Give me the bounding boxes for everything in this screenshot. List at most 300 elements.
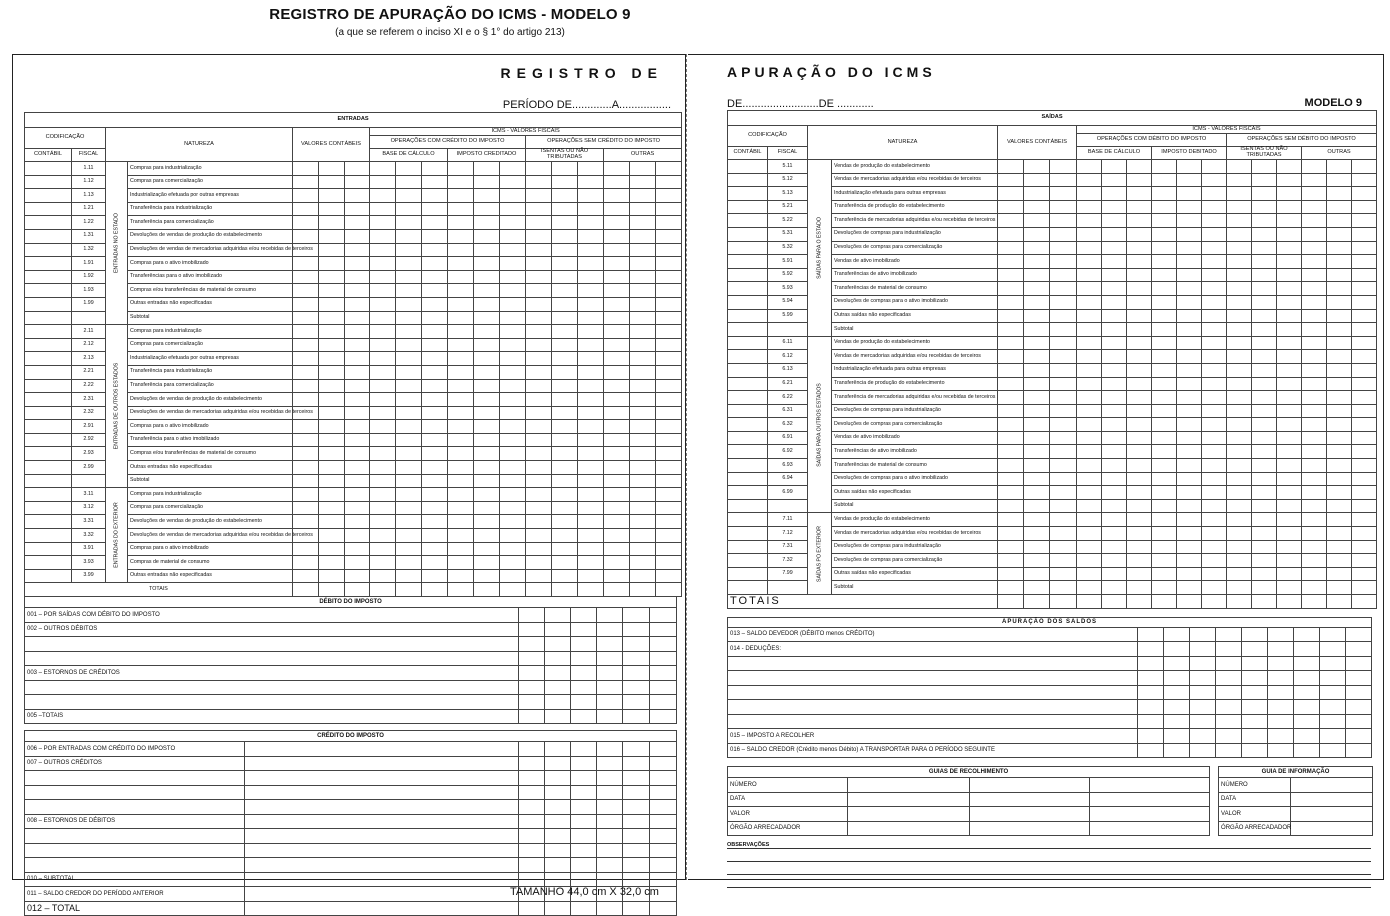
value-cell[interactable] — [370, 461, 396, 475]
amount-cell[interactable] — [623, 695, 650, 710]
amount-cell[interactable] — [1242, 729, 1268, 744]
amount-cell[interactable] — [1242, 671, 1268, 686]
value-cell[interactable] — [552, 406, 578, 420]
value-cell[interactable] — [293, 515, 319, 529]
value-cell[interactable] — [1050, 336, 1077, 350]
value-cell[interactable] — [1102, 567, 1127, 581]
value-cell[interactable] — [1202, 187, 1227, 201]
amount-cell[interactable] — [597, 637, 623, 652]
value-cell[interactable] — [1252, 350, 1277, 364]
value-cell[interactable] — [552, 297, 578, 311]
value-cell[interactable] — [1227, 472, 1252, 486]
value-cell[interactable] — [1352, 540, 1377, 554]
line-fill[interactable] — [245, 829, 519, 844]
contabil-cell[interactable] — [728, 160, 768, 174]
value-cell[interactable] — [1050, 282, 1077, 296]
amount-cell[interactable] — [650, 695, 677, 710]
value-cell[interactable] — [319, 229, 345, 243]
value-cell[interactable] — [1202, 431, 1227, 445]
value-cell[interactable] — [1102, 173, 1127, 187]
value-cell[interactable] — [1177, 187, 1202, 201]
value-cell[interactable] — [604, 162, 630, 176]
value-cell[interactable] — [345, 542, 370, 556]
value-cell[interactable] — [1277, 363, 1302, 377]
value-cell[interactable] — [1177, 418, 1202, 432]
amount-cell[interactable] — [571, 901, 597, 916]
value-cell[interactable] — [319, 162, 345, 176]
value-cell[interactable] — [1024, 160, 1050, 174]
value-cell[interactable] — [1302, 486, 1327, 500]
value-cell[interactable] — [1352, 336, 1377, 350]
value-cell[interactable] — [1327, 459, 1352, 473]
value-cell[interactable] — [448, 501, 474, 515]
guia-cell[interactable] — [848, 778, 970, 793]
amount-cell[interactable] — [1346, 656, 1372, 671]
amount-cell[interactable] — [597, 829, 623, 844]
value-cell[interactable] — [1227, 173, 1252, 187]
value-cell[interactable] — [396, 488, 422, 502]
value-cell[interactable] — [345, 162, 370, 176]
value-cell[interactable] — [319, 488, 345, 502]
amount-cell[interactable] — [545, 709, 571, 724]
value-cell[interactable] — [526, 297, 552, 311]
value-cell[interactable] — [1177, 554, 1202, 568]
value-cell[interactable] — [1302, 282, 1327, 296]
value-cell[interactable] — [1252, 187, 1277, 201]
contabil-cell[interactable] — [728, 377, 768, 391]
value-cell[interactable] — [500, 379, 526, 393]
total-cell[interactable] — [1177, 595, 1202, 609]
value-cell[interactable] — [578, 189, 604, 203]
amount-cell[interactable] — [1164, 714, 1190, 729]
value-cell[interactable] — [1202, 227, 1227, 241]
value-cell[interactable] — [1102, 445, 1127, 459]
value-cell[interactable] — [526, 501, 552, 515]
value-cell[interactable] — [1177, 581, 1202, 595]
value-cell[interactable] — [1202, 554, 1227, 568]
guia-cell[interactable] — [1090, 807, 1210, 822]
value-cell[interactable] — [1252, 581, 1277, 595]
value-cell[interactable] — [604, 529, 630, 543]
value-cell[interactable] — [370, 257, 396, 271]
value-cell[interactable] — [396, 529, 422, 543]
value-cell[interactable] — [293, 420, 319, 434]
value-cell[interactable] — [1024, 323, 1050, 337]
value-cell[interactable] — [1277, 200, 1302, 214]
value-cell[interactable] — [448, 379, 474, 393]
value-cell[interactable] — [1024, 486, 1050, 500]
value-cell[interactable] — [1252, 472, 1277, 486]
value-cell[interactable] — [630, 257, 656, 271]
value-cell[interactable] — [448, 556, 474, 570]
value-cell[interactable] — [1202, 214, 1227, 228]
value-cell[interactable] — [1127, 472, 1152, 486]
value-cell[interactable] — [1050, 499, 1077, 513]
amount-cell[interactable] — [545, 651, 571, 666]
value-cell[interactable] — [396, 515, 422, 529]
value-cell[interactable] — [1252, 323, 1277, 337]
value-cell[interactable] — [1077, 227, 1102, 241]
value-cell[interactable] — [422, 556, 448, 570]
value-cell[interactable] — [656, 393, 682, 407]
value-cell[interactable] — [1202, 160, 1227, 174]
value-cell[interactable] — [396, 311, 422, 325]
value-cell[interactable] — [656, 488, 682, 502]
guia-cell[interactable] — [1090, 778, 1210, 793]
value-cell[interactable] — [474, 556, 500, 570]
amount-cell[interactable] — [545, 742, 571, 757]
value-cell[interactable] — [448, 284, 474, 298]
value-cell[interactable] — [1352, 268, 1377, 282]
value-cell[interactable] — [1024, 391, 1050, 405]
total-cell[interactable] — [474, 583, 500, 597]
value-cell[interactable] — [656, 529, 682, 543]
amount-cell[interactable] — [545, 843, 571, 858]
amount-cell[interactable] — [1216, 700, 1242, 715]
value-cell[interactable] — [998, 282, 1024, 296]
value-cell[interactable] — [526, 189, 552, 203]
value-cell[interactable] — [1152, 160, 1177, 174]
value-cell[interactable] — [319, 365, 345, 379]
amount-cell[interactable] — [597, 622, 623, 637]
amount-cell[interactable] — [623, 756, 650, 771]
value-cell[interactable] — [1302, 323, 1327, 337]
value-cell[interactable] — [1050, 255, 1077, 269]
value-cell[interactable] — [1302, 554, 1327, 568]
value-cell[interactable] — [448, 474, 474, 488]
value-cell[interactable] — [630, 352, 656, 366]
value-cell[interactable] — [1177, 540, 1202, 554]
total-cell[interactable] — [552, 583, 578, 597]
value-cell[interactable] — [1050, 581, 1077, 595]
value-cell[interactable] — [370, 379, 396, 393]
amount-cell[interactable] — [1138, 700, 1164, 715]
value-cell[interactable] — [370, 243, 396, 257]
value-cell[interactable] — [1352, 363, 1377, 377]
value-cell[interactable] — [630, 297, 656, 311]
value-cell[interactable] — [578, 488, 604, 502]
value-cell[interactable] — [998, 350, 1024, 364]
guia-cell[interactable] — [1291, 778, 1373, 793]
value-cell[interactable] — [1152, 227, 1177, 241]
amount-cell[interactable] — [597, 843, 623, 858]
value-cell[interactable] — [1302, 527, 1327, 541]
contabil-cell[interactable] — [728, 554, 768, 568]
amount-cell[interactable] — [623, 872, 650, 887]
value-cell[interactable] — [1102, 227, 1127, 241]
amount-cell[interactable] — [623, 709, 650, 724]
value-cell[interactable] — [1127, 187, 1152, 201]
value-cell[interactable] — [1024, 431, 1050, 445]
contabil-cell[interactable] — [728, 295, 768, 309]
amount-cell[interactable] — [571, 651, 597, 666]
amount-cell[interactable] — [623, 858, 650, 873]
value-cell[interactable] — [1152, 173, 1177, 187]
value-cell[interactable] — [293, 379, 319, 393]
amount-cell[interactable] — [1190, 743, 1216, 758]
value-cell[interactable] — [1252, 404, 1277, 418]
guia-cell[interactable] — [848, 821, 970, 836]
value-cell[interactable] — [526, 556, 552, 570]
value-cell[interactable] — [1050, 527, 1077, 541]
line-fill[interactable] — [245, 901, 519, 916]
value-cell[interactable] — [1227, 377, 1252, 391]
value-cell[interactable] — [1050, 459, 1077, 473]
value-cell[interactable] — [1024, 418, 1050, 432]
contabil-cell[interactable] — [728, 336, 768, 350]
value-cell[interactable] — [1352, 445, 1377, 459]
value-cell[interactable] — [1252, 173, 1277, 187]
value-cell[interactable] — [630, 189, 656, 203]
value-cell[interactable] — [630, 365, 656, 379]
value-cell[interactable] — [1077, 350, 1102, 364]
contabil-cell[interactable] — [728, 540, 768, 554]
value-cell[interactable] — [1327, 241, 1352, 255]
value-cell[interactable] — [1302, 404, 1327, 418]
amount-cell[interactable] — [597, 858, 623, 873]
amount-cell[interactable] — [1320, 656, 1346, 671]
value-cell[interactable] — [500, 393, 526, 407]
value-cell[interactable] — [1177, 459, 1202, 473]
value-cell[interactable] — [1227, 323, 1252, 337]
value-cell[interactable] — [1277, 377, 1302, 391]
value-cell[interactable] — [319, 379, 345, 393]
value-cell[interactable] — [1277, 227, 1302, 241]
contabil-cell[interactable] — [25, 474, 72, 488]
value-cell[interactable] — [1077, 431, 1102, 445]
value-cell[interactable] — [1277, 268, 1302, 282]
value-cell[interactable] — [526, 338, 552, 352]
amount-cell[interactable] — [623, 651, 650, 666]
value-cell[interactable] — [396, 216, 422, 230]
value-cell[interactable] — [1152, 486, 1177, 500]
value-cell[interactable] — [1327, 472, 1352, 486]
contabil-cell[interactable] — [728, 472, 768, 486]
value-cell[interactable] — [1152, 418, 1177, 432]
value-cell[interactable] — [526, 325, 552, 339]
value-cell[interactable] — [998, 540, 1024, 554]
value-cell[interactable] — [1302, 295, 1327, 309]
value-cell[interactable] — [319, 243, 345, 257]
value-cell[interactable] — [396, 393, 422, 407]
amount-cell[interactable] — [597, 680, 623, 695]
value-cell[interactable] — [396, 257, 422, 271]
value-cell[interactable] — [630, 447, 656, 461]
value-cell[interactable] — [448, 202, 474, 216]
value-cell[interactable] — [1050, 567, 1077, 581]
value-cell[interactable] — [1352, 499, 1377, 513]
value-cell[interactable] — [319, 297, 345, 311]
value-cell[interactable] — [422, 447, 448, 461]
value-cell[interactable] — [1177, 350, 1202, 364]
value-cell[interactable] — [578, 216, 604, 230]
value-cell[interactable] — [1127, 200, 1152, 214]
line-fill[interactable] — [245, 785, 519, 800]
value-cell[interactable] — [370, 420, 396, 434]
value-cell[interactable] — [1227, 336, 1252, 350]
value-cell[interactable] — [630, 433, 656, 447]
value-cell[interactable] — [319, 569, 345, 583]
contabil-cell[interactable] — [728, 363, 768, 377]
value-cell[interactable] — [1302, 350, 1327, 364]
value-cell[interactable] — [604, 202, 630, 216]
value-cell[interactable] — [1050, 227, 1077, 241]
value-cell[interactable] — [630, 515, 656, 529]
value-cell[interactable] — [1227, 391, 1252, 405]
value-cell[interactable] — [1327, 404, 1352, 418]
value-cell[interactable] — [1302, 241, 1327, 255]
value-cell[interactable] — [474, 393, 500, 407]
value-cell[interactable] — [1127, 173, 1152, 187]
value-cell[interactable] — [1352, 527, 1377, 541]
value-cell[interactable] — [422, 162, 448, 176]
total-cell[interactable] — [604, 583, 630, 597]
guia-cell[interactable] — [1291, 792, 1373, 807]
value-cell[interactable] — [1252, 445, 1277, 459]
contabil-cell[interactable] — [728, 241, 768, 255]
value-cell[interactable] — [500, 297, 526, 311]
value-cell[interactable] — [1277, 554, 1302, 568]
value-cell[interactable] — [1152, 459, 1177, 473]
value-cell[interactable] — [345, 393, 370, 407]
value-cell[interactable] — [370, 515, 396, 529]
value-cell[interactable] — [1227, 567, 1252, 581]
value-cell[interactable] — [1024, 513, 1050, 527]
total-cell[interactable] — [448, 583, 474, 597]
value-cell[interactable] — [1202, 323, 1227, 337]
value-cell[interactable] — [1127, 241, 1152, 255]
value-cell[interactable] — [1277, 486, 1302, 500]
value-cell[interactable] — [1127, 377, 1152, 391]
amount-cell[interactable] — [650, 608, 677, 623]
value-cell[interactable] — [370, 393, 396, 407]
value-cell[interactable] — [1277, 391, 1302, 405]
amount-cell[interactable] — [1190, 656, 1216, 671]
value-cell[interactable] — [1302, 459, 1327, 473]
value-cell[interactable] — [998, 214, 1024, 228]
value-cell[interactable] — [1227, 160, 1252, 174]
value-cell[interactable] — [578, 162, 604, 176]
value-cell[interactable] — [474, 474, 500, 488]
value-cell[interactable] — [319, 461, 345, 475]
amount-cell[interactable] — [1268, 656, 1294, 671]
contabil-cell[interactable] — [728, 527, 768, 541]
value-cell[interactable] — [1327, 377, 1352, 391]
value-cell[interactable] — [500, 229, 526, 243]
value-cell[interactable] — [998, 336, 1024, 350]
amount-cell[interactable] — [545, 771, 571, 786]
value-cell[interactable] — [1227, 499, 1252, 513]
value-cell[interactable] — [1127, 404, 1152, 418]
value-cell[interactable] — [552, 515, 578, 529]
value-cell[interactable] — [1177, 336, 1202, 350]
contabil-cell[interactable] — [728, 282, 768, 296]
value-cell[interactable] — [656, 474, 682, 488]
value-cell[interactable] — [448, 542, 474, 556]
value-cell[interactable] — [526, 365, 552, 379]
value-cell[interactable] — [345, 284, 370, 298]
value-cell[interactable] — [656, 420, 682, 434]
amount-cell[interactable] — [1320, 700, 1346, 715]
contabil-cell[interactable] — [25, 311, 72, 325]
value-cell[interactable] — [604, 338, 630, 352]
amount-cell[interactable] — [1242, 642, 1268, 657]
value-cell[interactable] — [630, 461, 656, 475]
value-cell[interactable] — [1127, 499, 1152, 513]
value-cell[interactable] — [1024, 336, 1050, 350]
value-cell[interactable] — [1327, 323, 1352, 337]
value-cell[interactable] — [1252, 282, 1277, 296]
amount-cell[interactable] — [597, 756, 623, 771]
amount-cell[interactable] — [1346, 671, 1372, 686]
amount-cell[interactable] — [545, 814, 571, 829]
value-cell[interactable] — [1177, 160, 1202, 174]
value-cell[interactable] — [500, 556, 526, 570]
amount-cell[interactable] — [1164, 642, 1190, 657]
value-cell[interactable] — [293, 216, 319, 230]
value-cell[interactable] — [1327, 200, 1352, 214]
value-cell[interactable] — [552, 257, 578, 271]
value-cell[interactable] — [1102, 295, 1127, 309]
value-cell[interactable] — [656, 501, 682, 515]
value-cell[interactable] — [396, 175, 422, 189]
value-cell[interactable] — [370, 569, 396, 583]
amount-cell[interactable] — [1164, 700, 1190, 715]
value-cell[interactable] — [552, 556, 578, 570]
amount-cell[interactable] — [1346, 627, 1372, 642]
value-cell[interactable] — [1077, 214, 1102, 228]
value-cell[interactable] — [1050, 391, 1077, 405]
value-cell[interactable] — [630, 393, 656, 407]
value-cell[interactable] — [578, 311, 604, 325]
value-cell[interactable] — [1024, 241, 1050, 255]
value-cell[interactable] — [345, 175, 370, 189]
value-cell[interactable] — [526, 393, 552, 407]
value-cell[interactable] — [396, 433, 422, 447]
value-cell[interactable] — [526, 488, 552, 502]
value-cell[interactable] — [1127, 540, 1152, 554]
value-cell[interactable] — [1277, 282, 1302, 296]
value-cell[interactable] — [1050, 363, 1077, 377]
value-cell[interactable] — [1227, 431, 1252, 445]
value-cell[interactable] — [1152, 581, 1177, 595]
value-cell[interactable] — [1024, 255, 1050, 269]
amount-cell[interactable] — [519, 829, 545, 844]
value-cell[interactable] — [1327, 268, 1352, 282]
value-cell[interactable] — [604, 488, 630, 502]
value-cell[interactable] — [319, 542, 345, 556]
value-cell[interactable] — [1024, 268, 1050, 282]
value-cell[interactable] — [604, 515, 630, 529]
value-cell[interactable] — [422, 406, 448, 420]
amount-cell[interactable] — [519, 709, 545, 724]
value-cell[interactable] — [474, 433, 500, 447]
value-cell[interactable] — [1077, 323, 1102, 337]
contabil-cell[interactable] — [25, 189, 72, 203]
value-cell[interactable] — [552, 284, 578, 298]
value-cell[interactable] — [1227, 295, 1252, 309]
total-cell[interactable] — [1050, 595, 1077, 609]
guia-cell[interactable] — [1291, 821, 1373, 836]
value-cell[interactable] — [1227, 554, 1252, 568]
value-cell[interactable] — [998, 377, 1024, 391]
value-cell[interactable] — [526, 515, 552, 529]
value-cell[interactable] — [448, 529, 474, 543]
amount-cell[interactable] — [571, 622, 597, 637]
contabil-cell[interactable] — [728, 445, 768, 459]
value-cell[interactable] — [396, 338, 422, 352]
value-cell[interactable] — [552, 447, 578, 461]
